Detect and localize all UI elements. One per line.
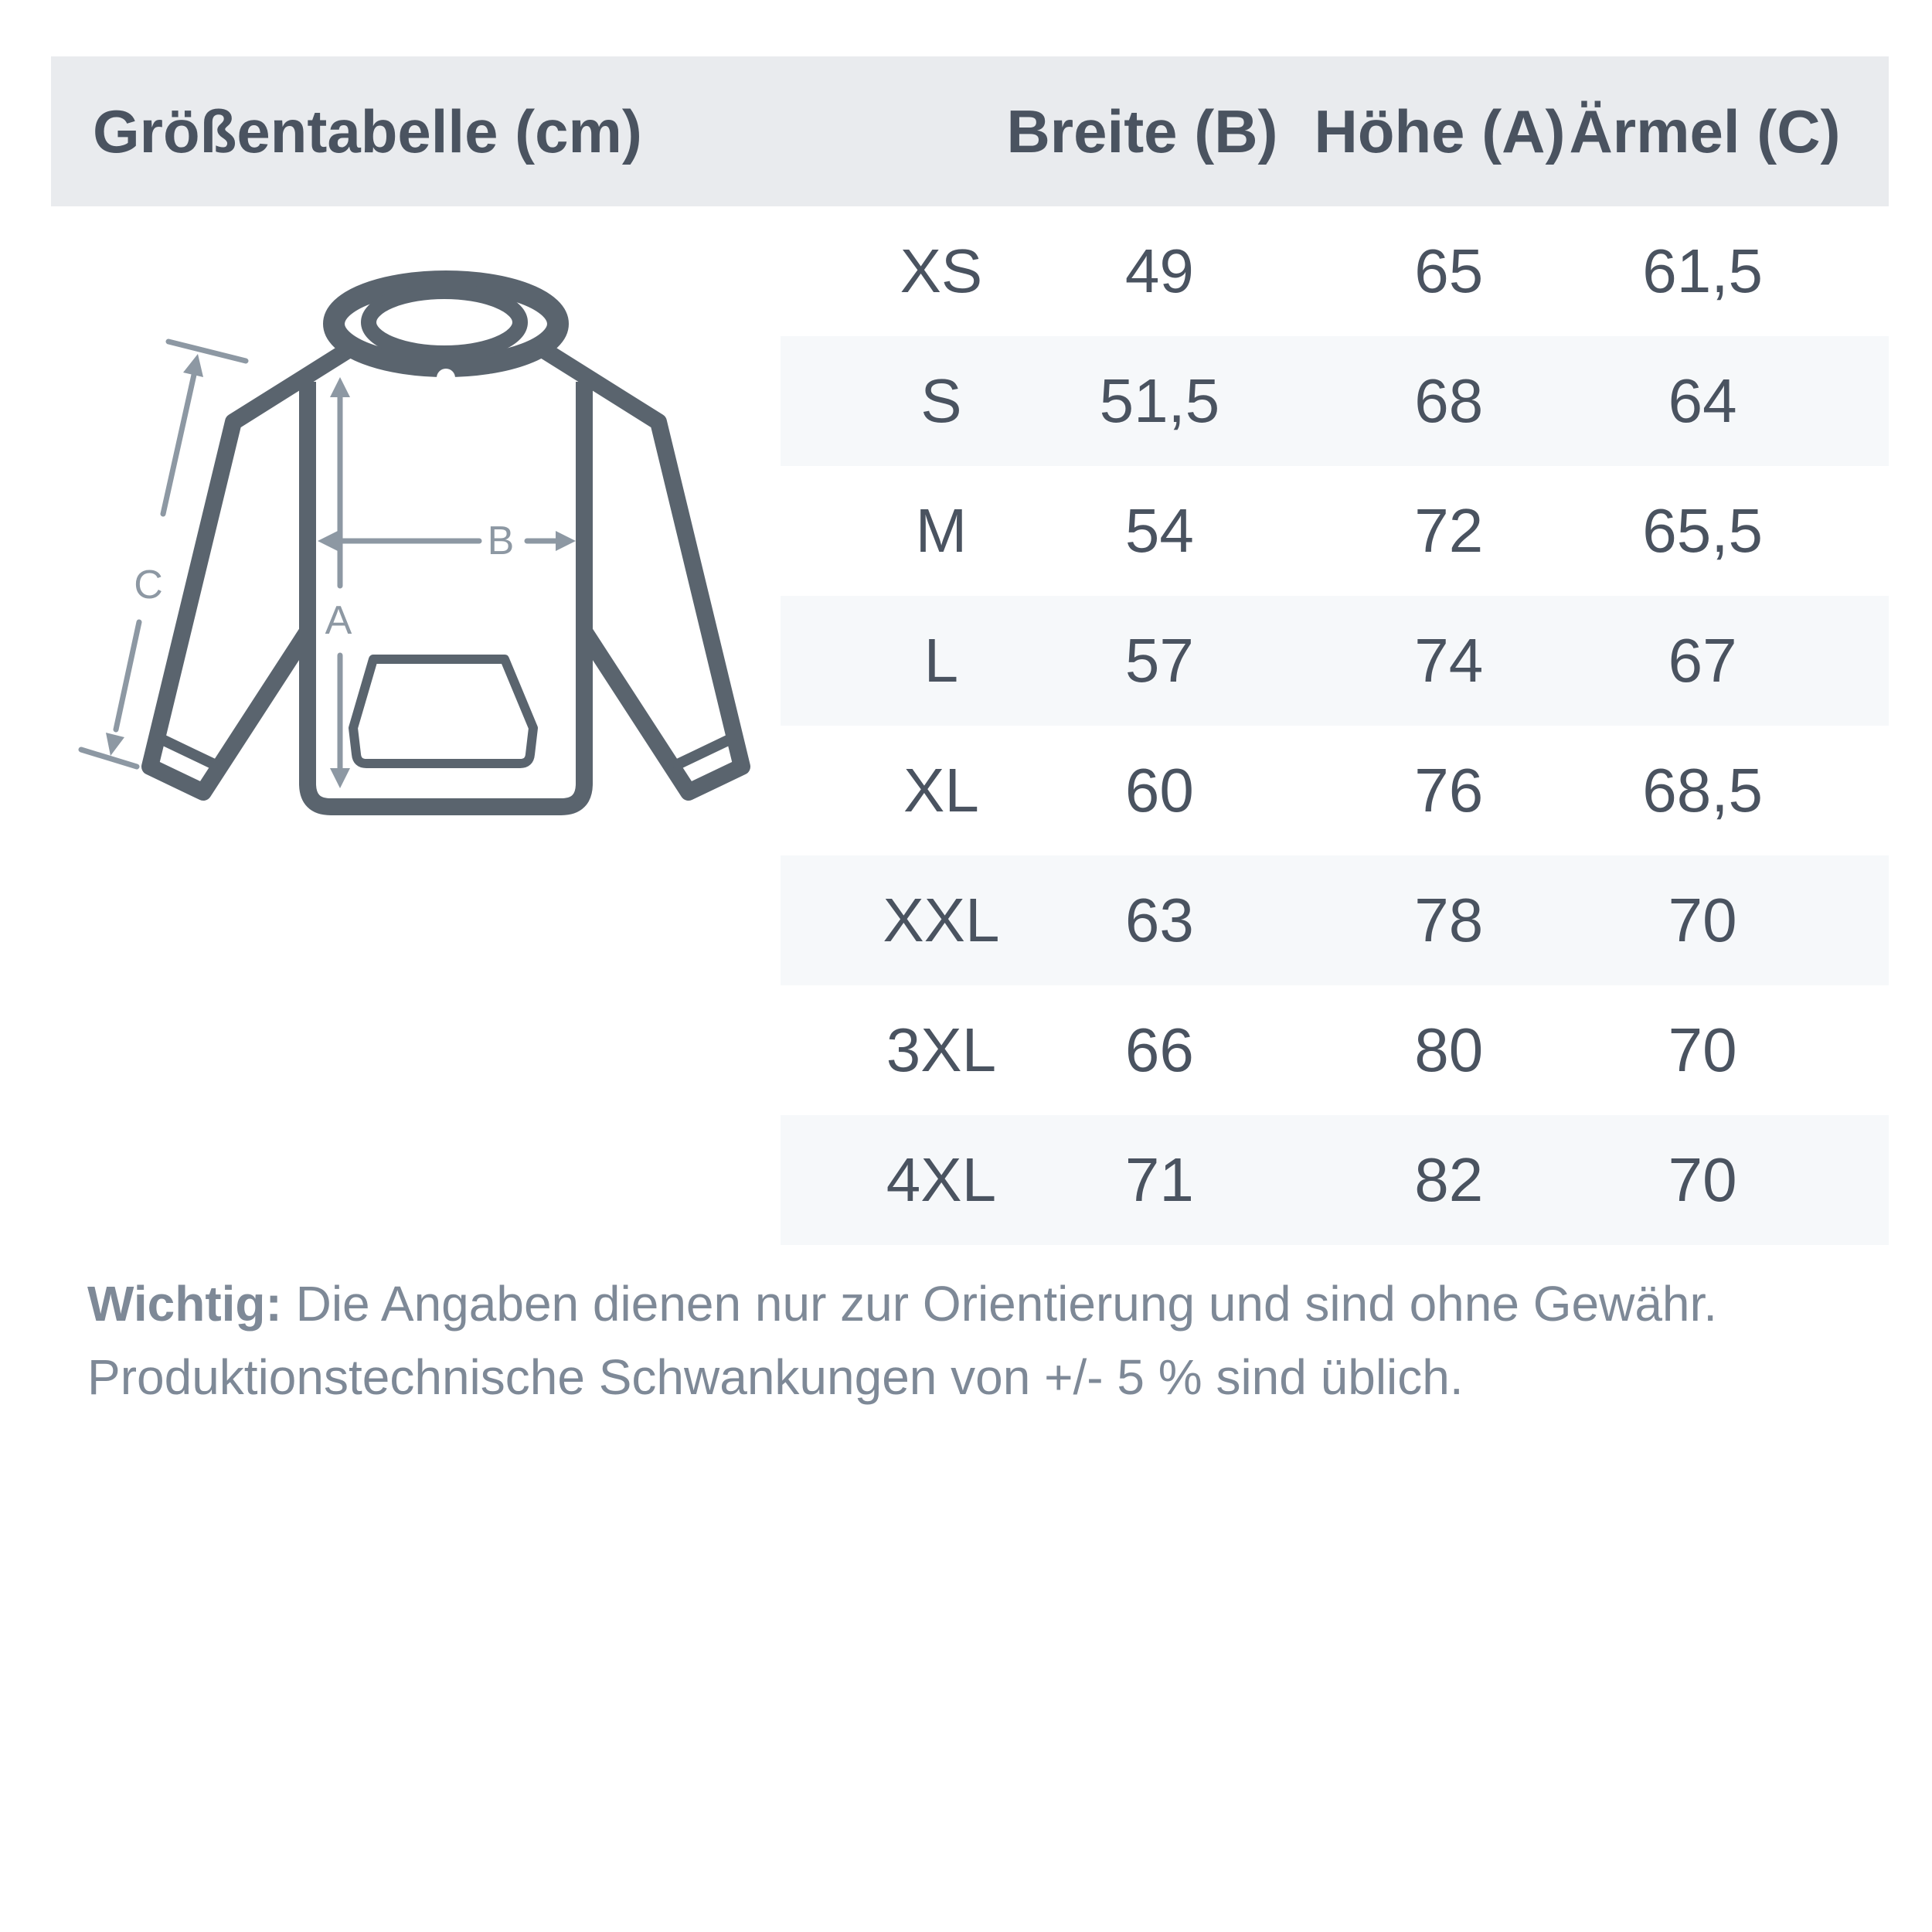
sleeve-label-c: C (134, 563, 163, 607)
hoodie-diagram (62, 216, 804, 850)
breite-cell: 60 (1124, 756, 1194, 825)
hoodie-cuff-right (678, 739, 731, 764)
size-cell: 4XL (886, 1145, 997, 1214)
breite-cell: 66 (1124, 1015, 1194, 1084)
breite-cell: 71 (1124, 1145, 1194, 1214)
breite-cell: 51,5 (1099, 366, 1220, 435)
aermel-cell: 64 (1668, 366, 1737, 435)
table-row-l (781, 596, 1889, 726)
footer-line-2: Produktionstechnische Schwankungen von +/- 5 % sind üblich. (87, 1349, 1464, 1405)
hoehe-cell: 78 (1414, 886, 1484, 954)
footer-line-1 (87, 1267, 1717, 1341)
aermel-cell: 70 (1668, 1145, 1737, 1214)
aermel-cell: 67 (1668, 626, 1737, 695)
aermel-cell: 68,5 (1642, 756, 1763, 825)
hood-chin-notch (437, 369, 455, 387)
footer-important-label: Wichtig: (87, 1276, 282, 1332)
aermel-cell: 65,5 (1642, 496, 1763, 565)
hoodie-pocket (353, 659, 533, 764)
size-cell: S (920, 366, 962, 435)
breite-cell: 57 (1124, 626, 1194, 695)
breite-cell: 54 (1124, 496, 1194, 565)
size-cell: XS (900, 236, 983, 305)
column-header-breite: Breite (B) (1006, 97, 1278, 165)
table-row-xxl (781, 855, 1889, 985)
hoodie-cuff-left (161, 739, 214, 764)
size-table (781, 206, 1889, 1245)
header-bar (51, 56, 1889, 206)
size-cell: XXL (883, 886, 1000, 954)
hoehe-cell: 82 (1414, 1145, 1484, 1214)
size-cell: M (915, 496, 968, 565)
size-cell: XL (903, 756, 979, 825)
height-label-a: A (325, 598, 352, 643)
table-row-m (781, 466, 1889, 596)
aermel-cell: 61,5 (1642, 236, 1763, 305)
hoehe-cell: 72 (1414, 496, 1484, 565)
column-header-aermel: Ärmel (C) (1569, 97, 1841, 165)
width-label-b: B (487, 519, 515, 563)
table-row-4xl (781, 1115, 1889, 1245)
hoehe-cell: 68 (1414, 366, 1484, 435)
breite-cell: 63 (1124, 886, 1194, 954)
hoehe-cell: 65 (1414, 236, 1484, 305)
hoehe-cell: 80 (1414, 1015, 1484, 1084)
aermel-cell: 70 (1668, 886, 1737, 954)
hoodie-hood-opening (369, 291, 520, 353)
table-row-xs (781, 206, 1889, 336)
table-row-s (781, 336, 1889, 466)
table-row-3xl (781, 985, 1889, 1115)
size-cell: L (923, 626, 959, 695)
breite-cell: 49 (1124, 236, 1194, 305)
column-header-hoehe: Höhe (A) (1314, 97, 1566, 165)
aermel-cell: 70 (1668, 1015, 1737, 1084)
footer-note (87, 1267, 1717, 1414)
size-cell: 3XL (886, 1015, 997, 1084)
page-title: Größentabelle (cm) (93, 97, 642, 165)
footer-line-1-text: Die Angaben dienen nur zur Orientierung und sind ohne Gewähr. (281, 1276, 1718, 1332)
hoehe-cell: 74 (1414, 626, 1484, 695)
table-row-xl (781, 726, 1889, 855)
hoehe-cell: 76 (1414, 756, 1484, 825)
